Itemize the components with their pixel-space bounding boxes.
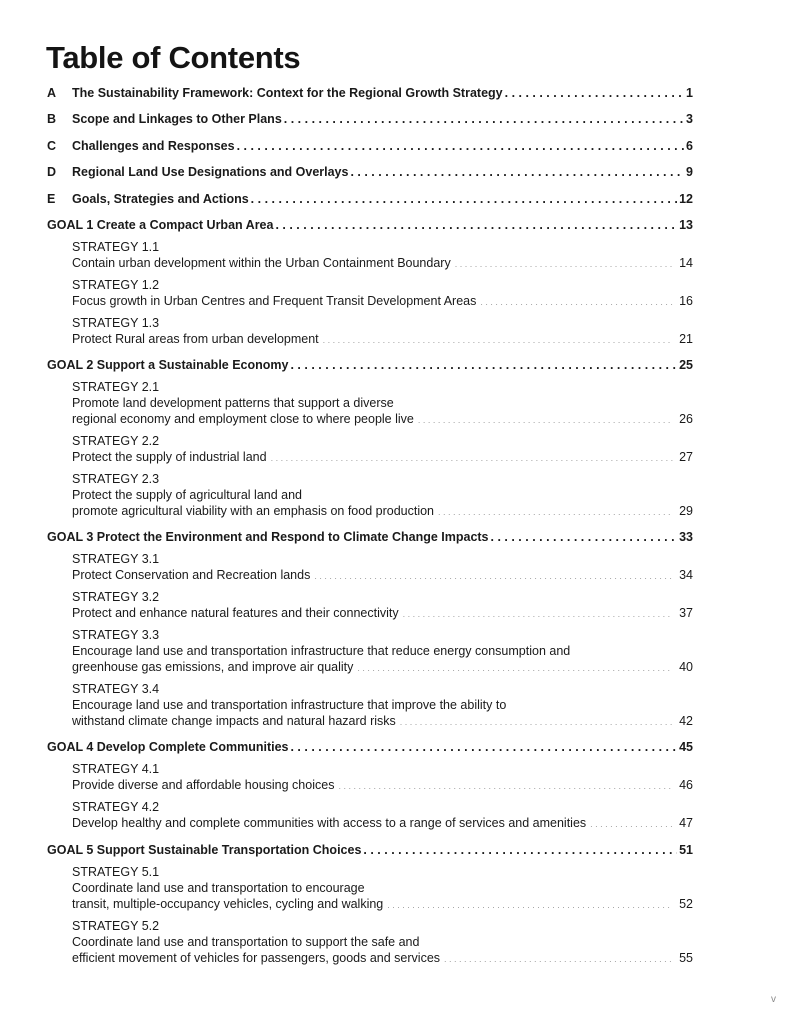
dot-leader (237, 137, 684, 155)
strategy-label: Protect Rural areas from urban development (72, 332, 319, 346)
strategy-label: Promote land development patterns that support a diverse (72, 396, 394, 410)
dot-leader (444, 951, 673, 967)
dot-leader (284, 110, 684, 128)
strategy-label: Coordinate land use and transportation to support the safe and (72, 935, 420, 949)
dot-leader (338, 778, 673, 794)
strategy-label: Protect and enhance natural features and their connectivity (72, 606, 399, 620)
strategy-id: STRATEGY 1.1 (72, 240, 160, 254)
dot-leader (251, 190, 677, 208)
strategy-label: promote agricultural viability with an emphasis on food production (72, 504, 434, 518)
dot-leader (403, 606, 674, 622)
dot-leader (323, 332, 673, 348)
toc-strategy-3-2[interactable] (72, 589, 693, 622)
strategy-id: STRATEGY 2.3 (72, 472, 160, 486)
goal-label: GOAL 2 Support a Sustainable Economy (47, 358, 289, 372)
strategy-label: Protect the supply of industrial land (72, 450, 267, 464)
toc-strategy-3-3[interactable] (72, 627, 693, 676)
toc-goal-5[interactable] (47, 841, 693, 859)
page-ref: 6 (686, 139, 693, 153)
dot-leader (455, 256, 673, 272)
toc-strategy-2-3[interactable] (72, 471, 693, 520)
strategy-label: Protect the supply of agricultural land and (72, 488, 302, 502)
toc-entry-d[interactable] (47, 163, 693, 181)
toc-goal-4[interactable] (47, 738, 693, 756)
strategy-id: STRATEGY 5.2 (72, 919, 160, 933)
strategy-id: STRATEGY 5.1 (72, 865, 160, 879)
toc-strategy-2-1[interactable] (72, 379, 693, 428)
dot-leader (350, 163, 684, 181)
strategy-id: STRATEGY 3.3 (72, 628, 160, 642)
page-ref: 21 (679, 332, 693, 346)
toc-strategy-2-2[interactable] (72, 433, 693, 466)
strategy-id: STRATEGY 4.1 (72, 762, 160, 776)
dot-leader (387, 897, 673, 913)
dot-leader (271, 450, 674, 466)
page-ref: 13 (679, 218, 693, 232)
toc-entry-e[interactable] (47, 190, 693, 208)
page-title: Table of Contents (46, 40, 301, 75)
dot-leader (438, 504, 673, 520)
strategy-label: Contain urban development within the Urban Containment Boundary (72, 256, 451, 270)
page-ref: 52 (679, 897, 693, 911)
page-ref: 45 (679, 740, 693, 754)
page-ref: 42 (679, 714, 693, 728)
strategy-label: Encourage land use and transportation infrastructure that reduce energy consumption and (72, 644, 571, 658)
page-ref: 27 (679, 450, 693, 464)
toc-entry-a[interactable] (47, 84, 693, 102)
section-label: Goals, Strategies and Actions (72, 192, 249, 206)
page-ref: 1 (686, 86, 693, 100)
goal-label: GOAL 5 Support Sustainable Transportation Choices (47, 843, 362, 857)
strategy-id: STRATEGY 1.3 (72, 316, 160, 330)
strategy-label: efficient movement of vehicles for passengers, goods and services (72, 951, 441, 965)
dot-leader (290, 356, 677, 374)
dot-leader (491, 528, 678, 546)
strategy-label: Provide diverse and affordable housing choices (72, 778, 335, 792)
page-ref: 26 (679, 412, 693, 426)
page-ref: 37 (679, 606, 693, 620)
page-ref: 33 (679, 530, 693, 544)
page-ref: 9 (686, 165, 693, 179)
toc-strategy-1-1[interactable] (72, 239, 693, 272)
dot-leader (275, 216, 677, 234)
toc-strategy-1-3[interactable] (72, 315, 693, 348)
strategy-id: STRATEGY 3.2 (72, 590, 160, 604)
strategy-label: transit, multiple-occupancy vehicles, cycling and walking (72, 897, 384, 911)
strategy-label: Develop healthy and complete communities with access to a range of services and amenities (72, 816, 587, 830)
section-label: Regional Land Use Designations and Overlays (72, 165, 349, 179)
toc-strategy-4-1[interactable] (72, 761, 693, 794)
toc-entry-b[interactable] (47, 110, 693, 128)
toc-strategy-4-2[interactable] (72, 799, 693, 832)
strategy-label: regional economy and employment close to where people live (72, 412, 414, 426)
section-label: Scope and Linkages to Other Plans (72, 112, 282, 126)
page-ref: 29 (679, 504, 693, 518)
toc-goal-2[interactable] (47, 356, 693, 374)
toc-strategy-5-1[interactable] (72, 864, 693, 913)
section-letter: B (47, 112, 57, 126)
toc-strategy-3-1[interactable] (72, 551, 693, 584)
strategy-label: Encourage land use and transportation infrastructure that improve the ability to (72, 698, 507, 712)
page-ref: 47 (679, 816, 693, 830)
page-ref: 25 (679, 358, 693, 372)
page-ref: 16 (679, 294, 693, 308)
dot-leader (418, 412, 673, 428)
strategy-id: STRATEGY 3.4 (72, 682, 160, 696)
page-ref: 51 (679, 843, 693, 857)
page-ref: 12 (679, 192, 693, 206)
section-letter: D (47, 165, 57, 179)
dot-leader (290, 738, 677, 756)
toc-goal-3[interactable] (47, 528, 693, 546)
strategy-id: STRATEGY 2.2 (72, 434, 160, 448)
strategy-id: STRATEGY 4.2 (72, 800, 160, 814)
dot-leader (505, 84, 684, 102)
toc-entry-c[interactable] (47, 137, 693, 155)
toc-strategy-5-2[interactable] (72, 918, 693, 967)
section-letter: E (47, 192, 56, 206)
dot-leader (314, 568, 673, 584)
section-label: The Sustainability Framework: Context for the Regional Growth Strategy (72, 86, 503, 100)
strategy-label: Protect Conservation and Recreation lands (72, 568, 311, 582)
goal-label: GOAL 3 Protect the Environment and Respond to Climate Change Impacts (47, 530, 489, 544)
page-ref: 14 (679, 256, 693, 270)
goal-label: GOAL 1 Create a Compact Urban Area (47, 218, 274, 232)
page-ref: 40 (679, 660, 693, 674)
dot-leader (480, 294, 673, 310)
dot-leader (357, 660, 673, 676)
dot-leader (590, 816, 673, 832)
dot-leader (363, 841, 677, 859)
goal-label: GOAL 4 Develop Complete Communities (47, 740, 289, 754)
strategy-label: Focus growth in Urban Centres and Frequent Transit Development Areas (72, 294, 477, 308)
strategy-id: STRATEGY 1.2 (72, 278, 160, 292)
page-number: v (771, 994, 776, 1005)
section-letter: C (47, 139, 57, 153)
strategy-label: Coordinate land use and transportation to encourage (72, 881, 365, 895)
section-letter: A (47, 86, 57, 100)
toc-goal-1[interactable] (47, 216, 693, 234)
dot-leader (400, 714, 673, 730)
toc-strategy-3-4[interactable] (72, 681, 693, 730)
toc-strategy-1-2[interactable] (72, 277, 693, 310)
page-ref: 55 (679, 951, 693, 965)
section-label: Challenges and Responses (72, 139, 235, 153)
strategy-label: greenhouse gas emissions, and improve air quality (72, 660, 354, 674)
page-ref: 46 (679, 778, 693, 792)
strategy-id: STRATEGY 2.1 (72, 380, 160, 394)
page-ref: 34 (679, 568, 693, 582)
strategy-label: withstand climate change impacts and natural hazard risks (72, 714, 396, 728)
page-ref: 3 (686, 112, 693, 126)
strategy-id: STRATEGY 3.1 (72, 552, 160, 566)
